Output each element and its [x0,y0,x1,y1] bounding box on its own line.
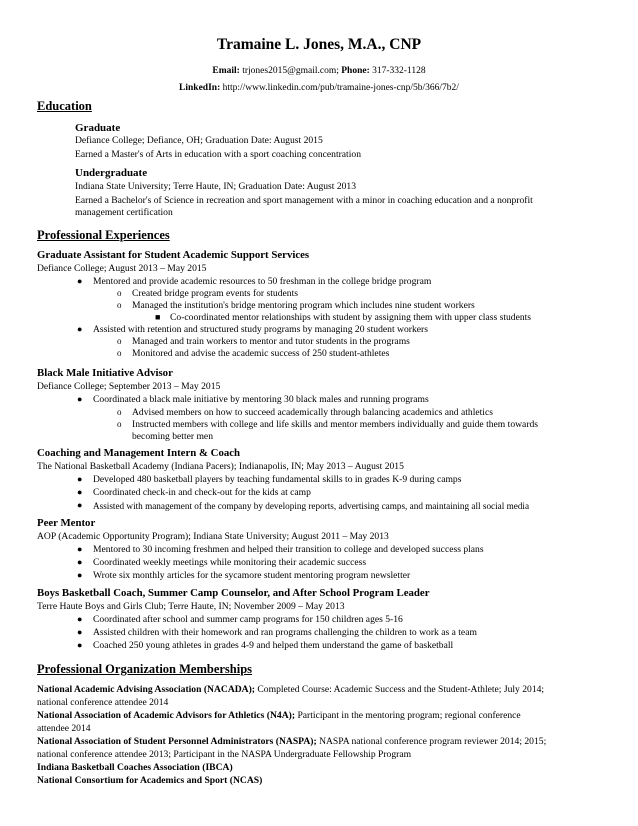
undergraduate-degree: Earned a Bachelor's of Science in recreation and sport management with a minor in coaching education and a nonprofit [75,195,533,206]
bullet-icon: ● [77,474,83,484]
bullet-icon: ● [77,627,83,637]
job-org: AOP (Academic Opportunity Program); Indiana State University; August 2011 – May 2013 [37,531,389,542]
list-item: Co-coordinated mentor relationships with student by assigning them with upper class students [170,312,532,323]
membership-item-cont: national conference attendee 2014 [37,697,169,708]
bullet-icon: ● [77,276,83,286]
list-item-cont: becoming better men [132,431,213,442]
undergraduate-degree-cont: management certification [75,207,173,218]
phone-number: 317-332-1128 [372,66,426,76]
bullet-icon: ● [77,557,83,567]
membership-item [37,762,233,774]
linkedin-label: LinkedIn: [179,83,221,93]
list-item: Created bridge program events for students [132,288,298,299]
graduate-school: Defiance College; Defiance, OH; Graduation Date: August 2015 [75,135,323,146]
bullet-icon: ● [77,487,83,497]
bullet-icon: ● [77,544,83,554]
graduate-heading: Graduate [75,122,121,134]
list-item: Coached 250 young athletes in grades 4-9 and helped them understand the game of basketball [93,640,454,651]
circle-bullet-icon: o [117,300,122,310]
list-item: Developed 480 basketball players by teaching fundamental skills to in grades K-9 during camps [93,474,462,485]
bullet-icon: ● [77,640,83,650]
list-item: Managed the institution's bridge mentoring program which includes nine student workers [132,300,475,311]
membership-org: Indiana Basketball Coaches Association (IBCA) [37,762,233,773]
list-item: Assisted children with their homework and ran programs challenging the children to work as a team [93,627,477,638]
undergraduate-school: Indiana State University; Terre Haute, IN; Graduation Date: August 2013 [75,181,357,192]
email-label: Email: [212,66,240,76]
list-item: Coordinated weekly meetings while monitoring their academic success [93,557,367,568]
membership-org: National Association of Student Personnel Administrators (NASPA); [37,736,317,747]
membership-detail: NASPA national conference program reviewer 2014; 2015; [319,736,547,747]
bullet-icon: ● [77,394,83,404]
job-org: Terre Haute Boys and Girls Club; Terre Haute, IN; November 2009 – May 2013 [37,601,345,612]
resume-name: Tramaine L. Jones, M.A., CNP [216,36,422,53]
list-item: Assisted with retention and structured study programs by managing 20 student workers [93,324,428,335]
job-org: Defiance College; August 2013 – May 2015 [37,263,207,274]
list-item: Instructed members with college and life skills and mentor members individually and guide them towards [132,419,539,430]
graduate-degree: Earned a Master's of Arts in education with a sport coaching concentration [75,149,361,160]
membership-item [37,775,262,787]
list-item: Mentored to 30 incoming freshmen and helped their transition to college and developed success plans [93,544,484,555]
job-title: Peer Mentor [37,517,96,529]
list-item: Coordinated a black male initiative by mentoring 30 black males and running programs [93,394,429,405]
list-item: Mentored and provide academic resources to 50 freshman in the college bridge program [93,276,432,287]
undergraduate-heading: Undergraduate [75,167,148,179]
circle-bullet-icon: o [117,348,122,358]
job-org: The National Basketball Academy (Indiana Pacers); Indianapolis, IN; May 2013 – August 2015 [37,461,404,472]
membership-org: National Association of Academic Advisors for Athletics (N4A); [37,710,296,721]
membership-detail: Participant in the mentoring program; regional conference [297,710,521,721]
list-item: Managed and train workers to mentor and tutor students in the programs [132,336,410,347]
job-title: Graduate Assistant for Student Academic Support Services [37,249,310,261]
circle-bullet-icon: o [117,419,122,429]
phone-label: Phone: [341,66,370,76]
bullet-icon: ● [77,500,83,510]
membership-detail: Completed Course: Academic Success and the Student-Athlete; July 2014; [257,684,545,695]
experience-heading: Professional Experiences [37,228,170,242]
bullet-icon: ● [77,570,83,580]
bullet-icon: ● [77,324,83,334]
circle-bullet-icon: o [117,407,122,417]
job-title: Black Male Initiative Advisor [37,367,173,379]
list-item: Coordinated after school and summer camp programs for 150 children ages 5-16 [93,614,403,625]
list-item: Assisted with management of the company by developing reports, advertising camps, and maintaining all social media [93,501,530,511]
membership-item-cont: attendee 2014 [37,723,91,734]
job-title: Coaching and Management Intern & Coach [37,447,241,459]
list-item: Coordinated check-in and check-out for the kids at camp [93,487,311,498]
education-heading: Education [37,99,92,113]
list-item: Wrote six monthly articles for the sycamore student mentoring program newsletter [93,570,411,581]
membership-item-cont: national conference attendee 2013; Participant in the NASPA Undergraduate Fellowship Program [37,749,412,760]
circle-bullet-icon: o [117,336,122,346]
membership-org: National Consortium for Academics and Sport (NCAS) [37,775,263,786]
job-title: Boys Basketball Coach, Summer Camp Counselor, and After School Program Leader [37,587,430,599]
list-item: Monitored and advise the academic success of 250 student-athletes [132,348,390,359]
list-item: Advised members on how to succeed academically through balancing academics and athletics [132,407,493,418]
linkedin-url[interactable]: http://www.linkedin.com/pub/tramaine-jones-cnp/5b/366/7b2/ [222,83,459,93]
job-org: Defiance College; September 2013 – May 2015 [37,381,221,392]
square-bullet-icon: ■ [155,312,161,322]
membership-item [37,710,521,722]
memberships-heading: Professional Organization Memberships [37,662,253,676]
email-address[interactable]: trjones2015@gmail.com; [242,66,339,76]
contact-line [0,66,638,76]
bullet-icon: ● [77,614,83,624]
linkedin-line [0,83,638,93]
membership-org: National Academic Advising Association (NACADA); [37,684,255,695]
circle-bullet-icon: o [117,288,122,298]
membership-item [37,684,544,696]
membership-item [37,736,546,748]
